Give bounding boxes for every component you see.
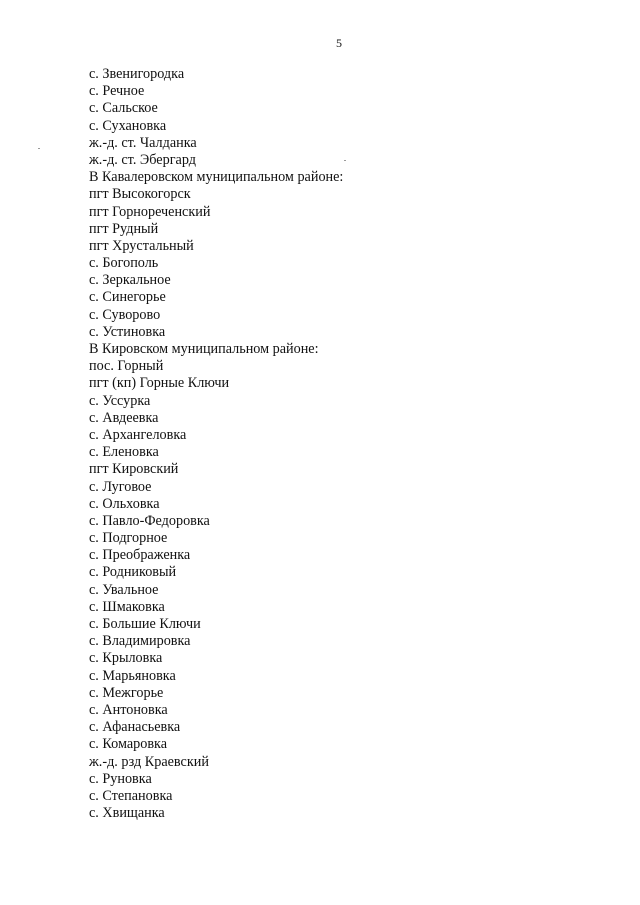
list-item: с. Межгорье [89,684,164,701]
list-item: с. Сухановка [89,117,167,134]
list-item: с. Богополь [89,255,159,272]
list-item: с. Преображенка [89,547,191,564]
list-item: с. Суворово [89,306,161,323]
list-item: с. Павло-Федоровка [89,512,210,529]
list-item: с. Афанасьевка [89,719,181,736]
list-item: с. Антоновка [89,701,168,718]
list-item: с. Еленовка [89,444,159,461]
list-item: с. Звенигородка [89,66,185,82]
list-item: с. Родниковый [89,564,177,581]
list-item: с. Речное [89,83,145,100]
list-item: пгт Горнореченский [89,203,211,220]
list-item: с. Луговое [89,478,152,495]
list-item: с. Марьяновка [89,667,176,684]
list-item: ж.-д. рзд Краевский [89,753,209,770]
list-item: с. Крыловка [89,650,163,667]
list-item: с. Степановка [89,787,173,804]
list-item: с. Сальское [89,100,158,117]
list-item: с. Комаровка [89,736,168,753]
list-item: с. Хвищанка [89,805,165,822]
scan-speck [38,148,40,149]
list-item: с. Шмаковка [89,598,165,615]
list-item: с. Авдеевка [89,409,159,426]
list-item: пгт Хрустальный [89,237,194,254]
list-item: ж.-д. ст. Чалданка [89,134,197,151]
list-item: пос. Горный [89,358,164,375]
list-item: пгт Высокогорск [89,186,191,203]
district-heading: В Кировском муниципальном районе: [89,341,319,357]
list-item: пгт (кп) Горные Ключи [89,375,230,392]
scan-speck [344,160,346,161]
district-heading: В Кавалеровском муниципальном районе: [89,169,344,186]
list-item: с. Владимировка [89,633,191,650]
list-item: с. Руновка [89,770,152,787]
list-item: с. Архангеловка [89,426,187,443]
list-item: пгт Рудный [89,220,159,237]
list-item: с. Устиновка [89,323,166,340]
list-item: с. Увальное [89,581,159,598]
list-item: с. Синегорье [89,289,166,306]
list-item: с. Большие Ключи [89,616,201,632]
list-item: пгт Кировский [89,461,179,478]
list-item: ж.-д. ст. Эбергард [89,151,196,168]
list-item: с. Зеркальное [89,272,171,289]
settlement-list [89,66,343,822]
list-item: с. Ольховка [89,495,160,512]
list-item: с. Уссурка [89,392,151,409]
page-number: 5 [336,36,342,50]
list-item: с. Подгорное [89,530,168,547]
